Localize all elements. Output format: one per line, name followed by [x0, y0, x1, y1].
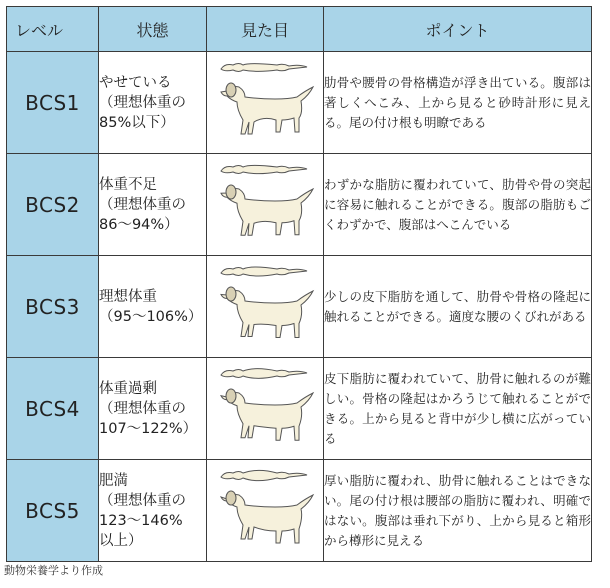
state-line: 85%以下） — [99, 114, 175, 131]
dog-top-view — [221, 368, 307, 378]
bcs-level-cell: BCS2 — [7, 154, 99, 256]
bcs-level-cell: BCS1 — [7, 52, 99, 154]
state-line: 86〜94%） — [99, 216, 179, 233]
dog-side-view — [221, 491, 313, 543]
table-row — [7, 256, 592, 358]
header-look: 見た目 — [207, 7, 324, 52]
table-row — [7, 358, 592, 460]
look-cell — [207, 460, 324, 562]
dog-top-view — [221, 267, 307, 276]
dog-side-view — [221, 83, 313, 134]
ideal-dog-icon — [213, 261, 317, 353]
bcs-level-cell: BCS4 — [7, 358, 99, 460]
dog-side-view — [221, 389, 313, 440]
thin-dog-icon — [213, 159, 317, 251]
header-level: レベル — [7, 7, 99, 52]
table-header-row — [7, 7, 592, 52]
source-note: 動物栄養学より作成 — [4, 564, 103, 577]
state-line: （95〜106%） — [99, 308, 203, 325]
dog-top-view — [221, 63, 307, 71]
state-line: （理想体重の — [99, 400, 186, 417]
state-line: 理想体重 — [99, 288, 157, 305]
very-thin-dog-icon — [213, 57, 317, 149]
bcs-level-cell: BCS3 — [7, 256, 99, 358]
bcs-table — [6, 6, 592, 562]
dog-side-view — [221, 287, 313, 338]
point-cell: 肋骨や腰骨の骨格構造が浮き出ている。腹部は著しくへこみ、上から見ると砂時計形に見える。尾の付け根も明瞭である — [324, 52, 592, 154]
obese-dog-icon — [213, 465, 317, 557]
dog-side-view — [221, 185, 313, 235]
state-line: やせている — [99, 74, 172, 91]
bcs-table-container — [6, 6, 604, 562]
state-cell — [99, 154, 207, 256]
point-cell: 少しの皮下脂肪を通して、肋骨や骨格の隆起に触れることができる。適度な腰のくびれがある — [324, 256, 592, 358]
state-cell — [99, 358, 207, 460]
state-line: （理想体重の — [99, 492, 186, 509]
table-row — [7, 52, 592, 154]
dog-top-view — [221, 165, 307, 173]
state-line: 体重過剰 — [99, 380, 157, 397]
look-cell — [207, 256, 324, 358]
state-cell — [99, 256, 207, 358]
look-cell — [207, 358, 324, 460]
overweight-dog-icon — [213, 363, 317, 455]
state-line: 体重不足 — [99, 176, 157, 193]
state-line: 123〜146% — [99, 512, 183, 529]
point-cell: 皮下脂肪に覆われていて、肋骨に触れるのが難しい。骨格の隆起はかろうじて触れることができる。上から見ると背中が少し横に広がっている — [324, 358, 592, 460]
table-row — [7, 460, 592, 562]
look-cell — [207, 52, 324, 154]
point-cell: 厚い脂肪に覆われ、肋骨に触れることはできない。尾の付け根は腰部の脂肪に覆われ、明確ではない。腹部は垂れ下がり、上から見ると箱形から樽形に見える — [324, 460, 592, 562]
state-line: （理想体重の — [99, 94, 186, 111]
point-cell: わずかな脂肪に覆われていて、肋骨や骨の突起に容易に触れることができる。腹部の脂肪もごくわずかで、腹部はへこんでいる — [324, 154, 592, 256]
header-state: 状態 — [99, 7, 207, 52]
table-row — [7, 154, 592, 256]
state-cell — [99, 52, 207, 154]
header-point: ポイント — [324, 7, 592, 52]
state-line: （理想体重の — [99, 196, 186, 213]
look-cell — [207, 154, 324, 256]
state-line: 以上） — [99, 532, 143, 549]
state-line: 107〜122%） — [99, 420, 198, 437]
bcs-level-cell: BCS5 — [7, 460, 99, 562]
state-line: 肥満 — [99, 472, 128, 489]
dog-top-view — [221, 470, 307, 480]
state-cell — [99, 460, 207, 562]
